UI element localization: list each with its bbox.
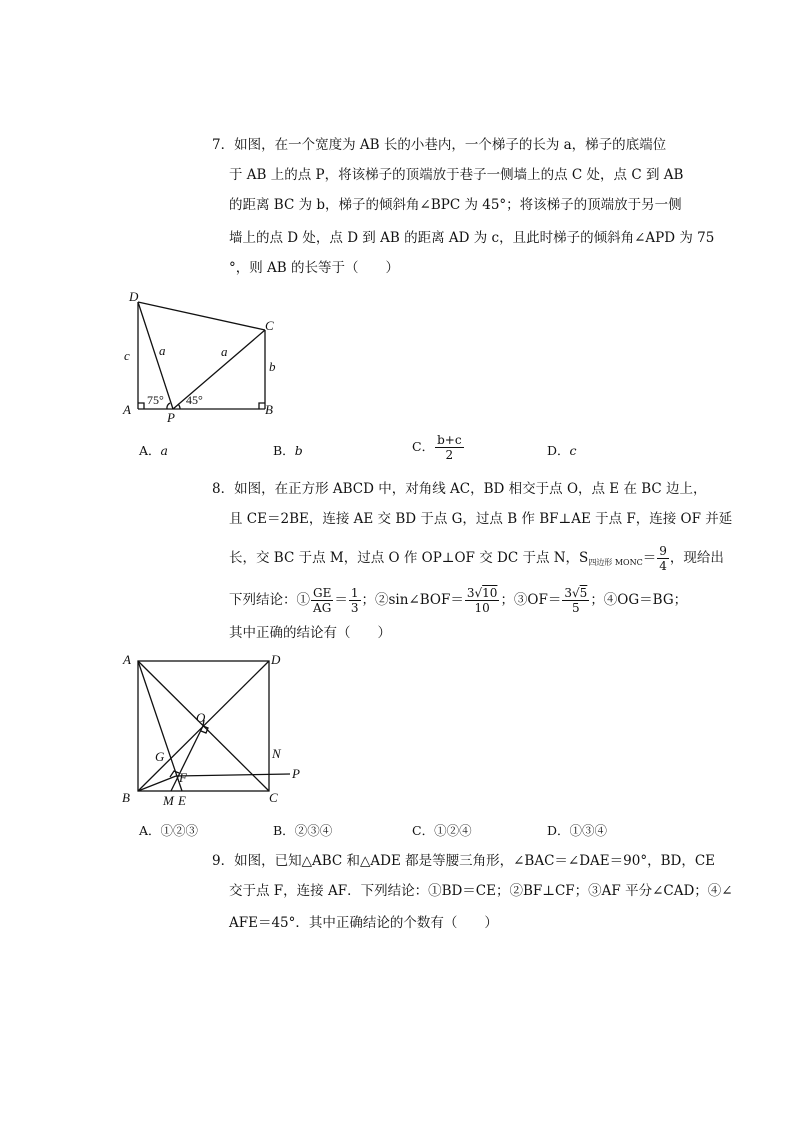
q7-option-b[interactable]: B．b	[273, 443, 303, 458]
q7-line-5: °，则 AB 的长等于（ ）	[229, 260, 400, 276]
q7-figure	[118, 290, 288, 422]
q7-line-4: 墙上的点 D 处，点 D 到 AB 的距离 AD 为 c，且此时梯子的倾斜角∠APD 为 75	[229, 230, 715, 246]
q8-option-b[interactable]: B．②③④	[273, 823, 333, 838]
q8-area-fraction: $\frac{9}{4}$	[659, 544, 667, 573]
q8-line-5: 其中正确的结论有（ ）	[229, 625, 391, 641]
q7-option-d[interactable]: D．c	[547, 443, 577, 458]
q7-line-2: 于 AB 上的点 P，将该梯子的顶端放于巷子一侧墙上的点 C 处，点 C 到 AB	[229, 167, 684, 183]
q7-angle-45: 45°	[186, 393, 203, 407]
q9-line-2: 交于点 F，连接 AF．下列结论：①BD＝CE；②BF⊥CF；③AF 平分∠CAD；④∠	[229, 883, 733, 899]
q7-label-C: C	[265, 318, 274, 333]
q7-label-A: A	[123, 402, 131, 417]
q8-fraction-sin: $\frac{3√10}{10}$	[466, 586, 498, 615]
q7-label-a-left: a	[159, 343, 166, 358]
q8-label-C: C	[269, 790, 278, 805]
q8-label-B: B	[122, 790, 130, 805]
q8-line-3: 长，交 BC 于点 M，过点 O 作 OP⊥OF 交 DC 于点 N，$S_{四边形 MONC}=$ $\frac{9}{4}$ ，现给出	[229, 544, 724, 573]
q8-label-E: E	[178, 793, 186, 808]
q8-label-F: F	[179, 770, 187, 785]
q7-label-a-right: a	[221, 344, 228, 359]
q8-label-G: G	[155, 749, 165, 764]
q8-option-c[interactable]: C．①②④	[412, 823, 472, 838]
q8-label-M: M	[163, 793, 174, 808]
q8-label-P: P	[292, 766, 300, 781]
q7-option-c[interactable]: C． $\frac{b+c}{2}$	[412, 433, 462, 462]
q8-option-d[interactable]: D．①③④	[547, 823, 608, 838]
q7-label-b: b	[269, 359, 276, 374]
q7-option-a[interactable]: A．a	[139, 443, 168, 458]
q8-option-a[interactable]: A．①②③	[139, 823, 199, 838]
q7-label-B: B	[265, 402, 273, 417]
q7-label-D: D	[129, 290, 139, 304]
q9-line-1: 9．如图，已知△ABC 和△ADE 都是等腰三角形，∠BAC＝∠DAE＝90°，BD，CE	[212, 853, 716, 869]
q8-line-2: 且 CE＝2BE，连接 AE 交 BD 于点 G，过点 B 作 BF⊥AE 于点 F，连接 OF 并延	[229, 511, 733, 527]
q7-line-1: 7．如图，在一个宽度为 AB 长的小巷内，一个梯子的长为 a，梯子的底端位	[212, 137, 667, 153]
q8-label-O: O	[196, 710, 206, 725]
q8-label-D: D	[271, 652, 281, 667]
q8-line-1: 8．如图，在正方形 ABCD 中，对角线 AC，BD 相交于点 O，点 E 在 BC 边上，	[212, 481, 707, 497]
q8-fraction-ge-ag: $\frac{GE}{AG}$	[313, 586, 332, 615]
q7-label-c: c	[124, 348, 130, 363]
q8-line-4: 下列结论：① $\frac{GE}{AG}$ ＝ $\frac{1}{3}$ ；②sin∠BOF＝ $\frac{3√10}{10}$ ；③OF＝ $\frac{3√5}{5}$ ；④OG＝BG；	[229, 586, 688, 615]
q8-fraction-of: $\frac{3√5}{5}$	[564, 586, 588, 615]
q8-label-A: A	[123, 652, 131, 667]
q7-option-c-fraction: $\frac{b+c}{2}$	[437, 433, 462, 462]
q8-figure	[118, 650, 318, 810]
q7-label-P: P	[167, 410, 175, 422]
q7-line-3: 的距离 BC 为 b，梯子的倾斜角∠BPC 为 45°；将该梯子的顶端放于另一侧	[229, 197, 682, 213]
q8-fraction-one-third: $\frac{1}{3}$	[350, 586, 359, 615]
q8-label-N: N	[272, 746, 281, 761]
q7-angle-75: 75°	[147, 393, 164, 407]
q9-line-3: AFE＝45°．其中正确结论的个数有（ ）	[229, 915, 498, 931]
